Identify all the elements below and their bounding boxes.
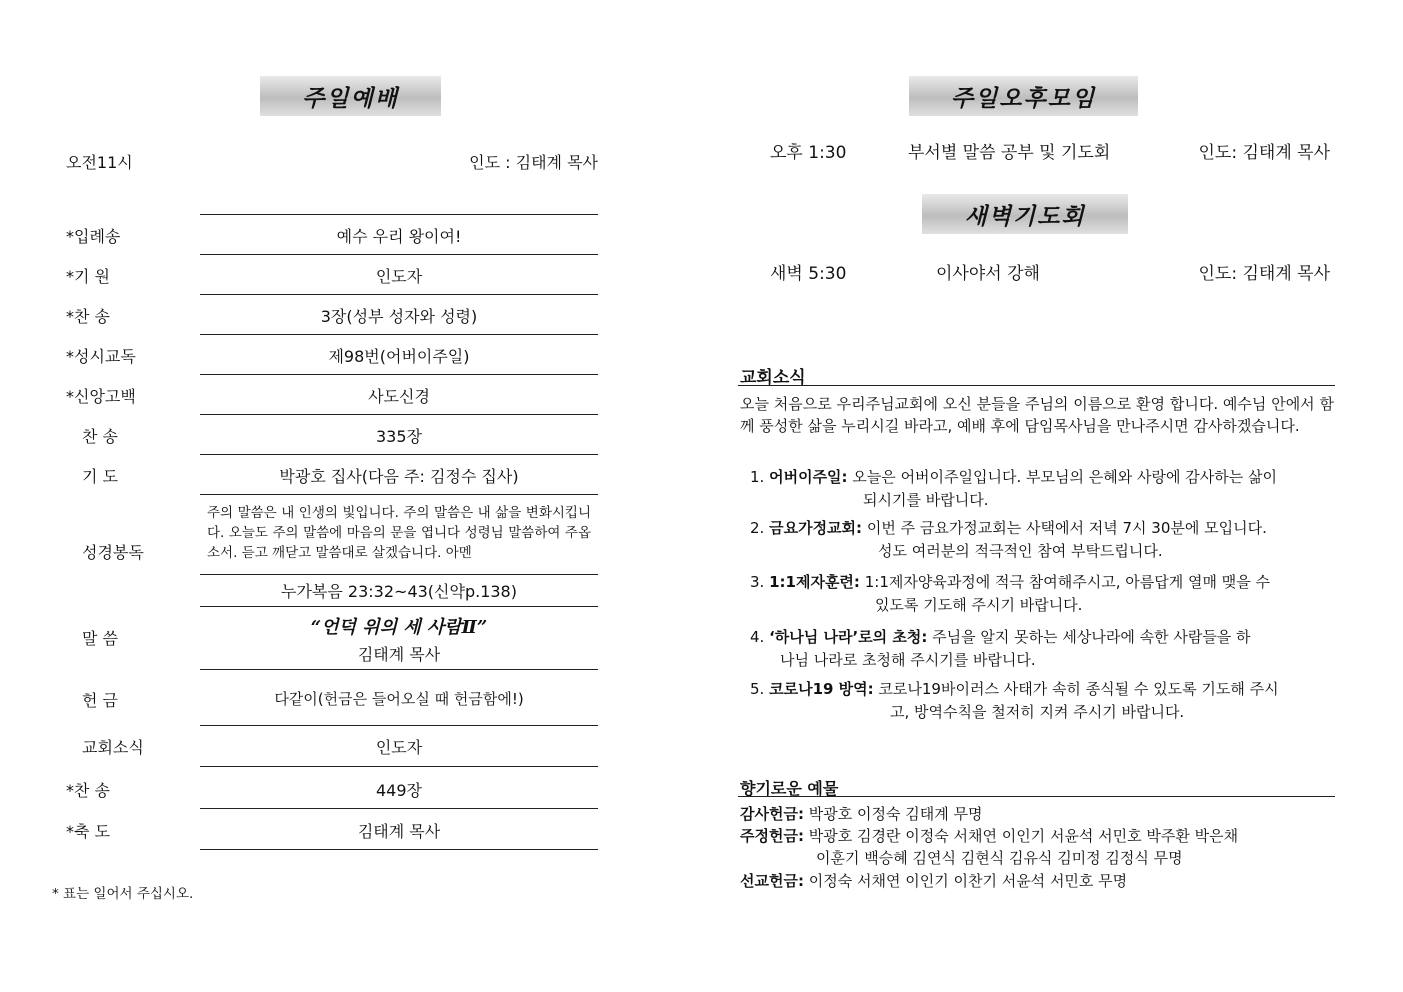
offering-row	[740, 803, 982, 825]
table-rule	[200, 414, 598, 415]
order-value: 인도자	[375, 738, 423, 757]
worship-leader: 인도 : 김태계 목사	[469, 153, 598, 172]
scripture-label: 성경봉독	[82, 543, 144, 562]
offering-row-names: 이훈기 백승혜 김연식 김현식 김유식 김미정 김정식 무명	[816, 849, 1183, 867]
afternoon-title: 주일오후모임	[950, 84, 1097, 112]
table-rule	[200, 254, 598, 255]
table-rule	[200, 214, 598, 215]
news-item-text: 오늘은 어버이주일입니다. 부모님의 은혜와 사랑에 감사하는 삶이	[852, 468, 1277, 486]
news-item	[750, 678, 1340, 724]
news-item-head: ‘하나님 나라’로의 초청:	[769, 628, 928, 646]
order-label: *찬 송	[66, 781, 110, 800]
table-rule	[200, 725, 598, 726]
dawn-content: 이사야서 강해	[936, 264, 1040, 284]
news-item-number: 3.	[750, 573, 765, 591]
order-label: 교회소식	[82, 738, 144, 757]
news-item-head: 금요가정교회:	[769, 519, 863, 537]
news-item-head: 코로나19 방역:	[769, 680, 874, 698]
scripture-text: 주의 말씀은 내 인생의 빛입니다. 주의 말씀은 내 삶을 변화시킵니다. 오늘도 주의 말씀에 마음의 문을 엽니다 성령님 말씀하여 주옵소서. 듣고 깨닫고 말씀대로 살겠습니다. 아멘	[207, 505, 591, 561]
dawn-time: 새벽 5:30	[770, 264, 847, 284]
order-value: 3장(성부 성자와 성령)	[320, 307, 478, 326]
table-rule	[200, 294, 598, 295]
scripture-reference: 누가복음 23:32~43(신약p.138)	[281, 582, 517, 601]
news-item-text: 1:1제자양육과정에 적극 참여해주시고, 아름답게 열매 맺을 수	[864, 573, 1270, 591]
offering-row-label: 선교헌금:	[740, 872, 804, 890]
table-rule	[200, 766, 598, 767]
afternoon-content: 부서별 말씀 공부 및 기도회	[908, 143, 1111, 163]
offering-row	[740, 825, 1238, 869]
news-item-text: 주님을 알지 못하는 세상나라에 속한 사람들을 하	[932, 628, 1251, 646]
table-rule	[200, 849, 598, 850]
news-item-text: 성도 여러분의 적극적인 참여 부탁드립니다.	[878, 542, 1163, 560]
table-rule	[200, 454, 598, 455]
news-item-number: 4.	[750, 628, 765, 646]
table-rule	[200, 808, 598, 809]
offering-row-label: 주정헌금:	[740, 827, 804, 845]
news-item-head: 1:1제자훈련:	[769, 573, 860, 591]
order-label: *성시교독	[66, 347, 136, 366]
worship-title: 주일예배	[302, 84, 399, 112]
offering-row-names: 박광호 김경란 이정숙 서채연 이인기 서윤석 서민호 박주환 박은채	[808, 827, 1239, 845]
order-value: 예수 우리 왕이여!	[336, 227, 462, 246]
news-item	[750, 626, 1340, 672]
order-value: 박광호 집사(다음 주: 김정수 집사)	[279, 467, 519, 486]
offering-label: 헌 금	[82, 691, 118, 710]
news-item-text: 나님 나라로 초청해 주시기를 바랍니다.	[780, 651, 1036, 669]
afternoon-time: 오후 1:30	[770, 143, 847, 163]
news-item-text: 있도록 기도해 주시기 바랍니다.	[875, 596, 1083, 614]
news-item-text: 되시기를 바랍니다.	[863, 491, 989, 509]
offering-row-names: 박광호 이정숙 김태계 무명	[808, 805, 983, 823]
order-label: *찬 송	[66, 307, 110, 326]
order-value: 인도자	[375, 267, 423, 286]
offering-row-names: 이정숙 서채연 이인기 이찬기 서윤석 서민호 무명	[808, 872, 1128, 890]
offering-row-label: 감사헌금:	[740, 805, 804, 823]
order-value: 449장	[376, 781, 422, 800]
order-value: 335장	[376, 427, 422, 446]
news-item-number: 2.	[750, 519, 765, 537]
table-rule	[200, 494, 598, 495]
news-item-text: 코로나19바이러스 사태가 속히 종식될 수 있도록 기도해 주시	[878, 680, 1279, 698]
sermon-label: 말 씀	[82, 629, 118, 648]
news-item-head: 어버이주일:	[769, 468, 848, 486]
worship-title-banner	[260, 76, 441, 116]
news-item-text: 고, 방역수칙을 철저히 지켜 주시기 바랍니다.	[890, 703, 1185, 721]
news-title: 교회소식	[740, 368, 806, 388]
news-rule	[738, 385, 1335, 386]
order-label: 기 도	[82, 467, 118, 486]
order-label: *입례송	[66, 227, 121, 246]
order-value: 사도신경	[368, 387, 430, 406]
offering-row	[740, 870, 1127, 892]
dawn-title: 새벽기도회	[964, 202, 1086, 230]
table-rule	[200, 334, 598, 335]
news-intro: 오늘 처음으로 우리주님교회에 오신 분들을 주님의 이름으로 환영 합니다. 예수님 안에서 함께 풍성한 삶을 누리시길 바라고, 예배 후에 담임목사님을 만나주시면 감사하겠습니다.	[740, 395, 1334, 435]
news-item	[750, 571, 1340, 617]
news-item-number: 5.	[750, 680, 765, 698]
dawn-title-banner	[922, 194, 1128, 234]
offering-rule	[738, 796, 1335, 797]
offering-value: 다같이(헌금은 들어오실 때 헌금함에!)	[274, 690, 524, 708]
order-label: 찬 송	[82, 427, 118, 446]
order-label: *축 도	[66, 822, 110, 841]
table-rule	[200, 574, 598, 575]
offering-title: 향기로운 예물	[740, 779, 839, 798]
sermon-preacher: 김태계 목사	[357, 645, 441, 664]
afternoon-title-banner	[909, 76, 1138, 116]
order-value: 김태계 목사	[357, 822, 441, 841]
news-item	[750, 517, 1340, 563]
worship-time: 오전11시	[66, 153, 133, 172]
dawn-leader: 인도: 김태계 목사	[1198, 264, 1330, 284]
afternoon-leader: 인도: 김태계 목사	[1198, 143, 1330, 163]
table-rule	[200, 606, 598, 607]
standing-note: * 표는 일어서 주십시오.	[52, 886, 194, 902]
order-label: *기 원	[66, 267, 110, 286]
news-item-number: 1.	[750, 468, 765, 486]
order-label: *신앙고백	[66, 387, 136, 406]
sermon-title: “언덕 위의 세 사람Ⅱ”	[310, 617, 488, 638]
news-item	[750, 466, 1340, 512]
news-item-text: 이번 주 금요가정교회는 사택에서 저녁 7시 30분에 모입니다.	[866, 519, 1267, 537]
table-rule	[200, 374, 598, 375]
table-rule	[200, 669, 598, 670]
order-value: 제98번(어버이주일)	[328, 347, 470, 366]
